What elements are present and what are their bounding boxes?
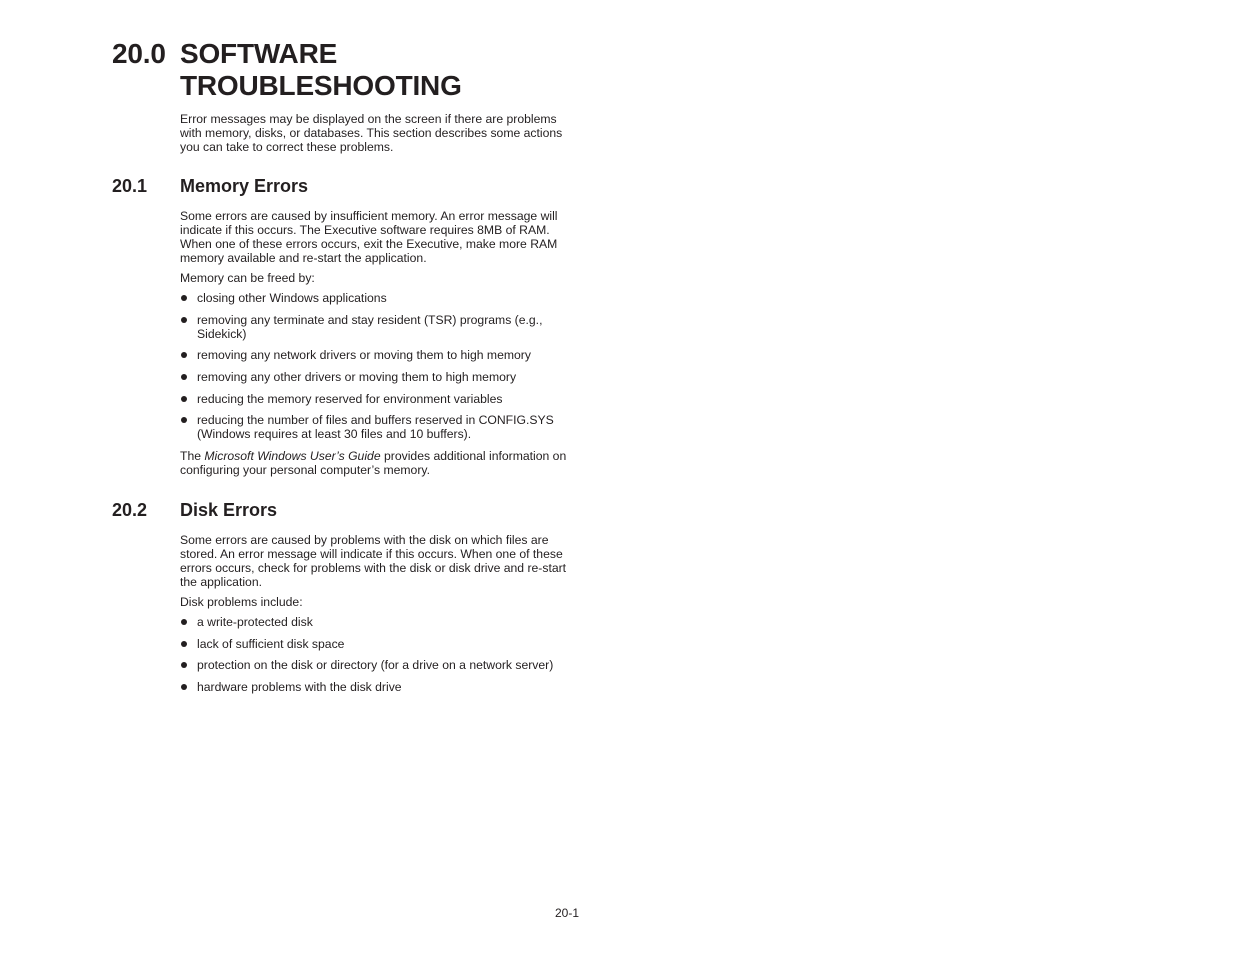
bullet-icon (181, 662, 187, 668)
bullet-icon (181, 619, 187, 625)
section-number: 20.1 (112, 176, 148, 196)
list-item: protection on the disk or directory (for a drive on a network server) (180, 658, 570, 672)
page-number: 20-1 (555, 906, 580, 920)
intro-paragraph: Error messages may be displayed on the screen if there are problems with memory, disks, or databases. This section describes some actions you can take to correct these problems. (180, 112, 563, 154)
guide-title: Microsoft Windows User’s Guide (204, 449, 381, 464)
list-item: a write-protected disk (180, 615, 570, 629)
bullet-icon (181, 352, 187, 358)
disk-bullet-list (180, 615, 570, 694)
chapter-title: SOFTWARE TROUBLESHOOTING (180, 38, 462, 101)
chapter-number: 20.0 (112, 38, 166, 69)
list-item: reducing the memory reserved for environment variables (180, 392, 570, 406)
memory-bullet-list (180, 291, 570, 441)
disk-paragraph: Some errors are caused by problems with the disk on which files are stored. An error message will indicate if this occurs. When one of these errors occurs, check for problems with the disk or disk drive and re-start the application. (180, 533, 567, 589)
list-item: removing any other drivers or moving them to high memory (180, 370, 570, 384)
section-title: Disk Errors (180, 500, 278, 520)
memory-lead: Memory can be freed by: (180, 271, 315, 285)
bullet-icon (181, 374, 187, 380)
section-number: 20.2 (112, 500, 148, 520)
bullet-icon (181, 641, 187, 647)
list-item: reducing the number of files and buffers reserved in CONFIG.SYS (Windows requires at least 30 files and 10 buffers). (180, 413, 570, 441)
disk-lead: Disk problems include: (180, 595, 303, 609)
bullet-icon (181, 317, 187, 323)
section-body-memory (180, 209, 570, 483)
bullet-icon (181, 396, 187, 402)
list-item: closing other Windows applications (180, 291, 570, 305)
section-title: Memory Errors (180, 176, 309, 196)
list-item: hardware problems with the disk drive (180, 680, 570, 694)
memory-paragraph: Some errors are caused by insufficient memory. An error message will indicate if this occurs. The Executive software requires 8MB of RAM. When one of these errors occurs, exit the Executive, make more RAM memory available and re-start the application. (180, 209, 558, 265)
list-item: removing any terminate and stay resident (TSR) programs (e.g., Sidekick) (180, 313, 570, 341)
list-item: removing any network drivers or moving them to high memory (180, 348, 570, 362)
bullet-icon (181, 684, 187, 690)
bullet-icon (181, 295, 187, 301)
memory-closing: The Microsoft Windows User’s Guide provides additional information on configuring your personal computer’s memory. (180, 449, 567, 478)
section-body-disk (180, 533, 570, 702)
bullet-icon (181, 417, 187, 423)
list-item: lack of sufficient disk space (180, 637, 570, 651)
